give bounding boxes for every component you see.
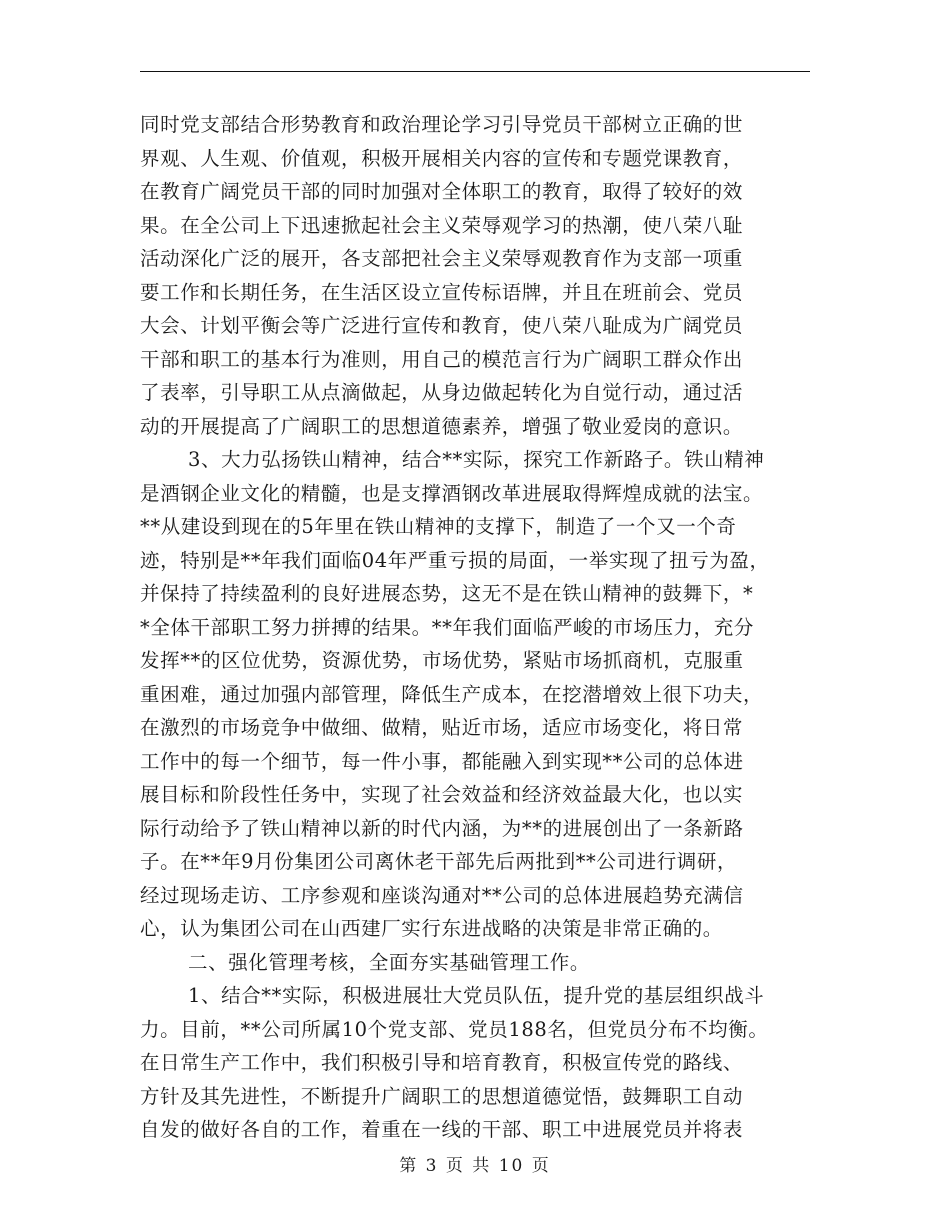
- text-line: 自发的做好各自的工作，着重在一线的干部、职工中进展党员并将表: [140, 1118, 744, 1141]
- text-line: 并保持了持续盈利的良好进展态势，这无不是在铁山精神的鼓舞下，*: [140, 582, 754, 605]
- text-line: 际行动给予了铁山精神以新的时代内涵，为**的进展创出了一条新路: [140, 816, 744, 840]
- text-line: 干部和职工的基本行为准则，用自己的模范言行为广阔职工群众作出: [140, 347, 744, 371]
- text-line: 子。在**年9月份集团公司离休老干部先后两批到**公司进行调研，: [140, 850, 738, 873]
- text-line: 要工作和长期任务，在生活区设立宣传标语牌，并且在班前会、党员: [140, 280, 744, 304]
- text-line: 力。目前，**公司所属10个党支部、党员188名，但党员分布不均衡。: [140, 1017, 769, 1041]
- section-heading: 二、强化管理考核，全面夯实基础管理工作。: [188, 950, 591, 974]
- text-line: 动的开展提高了广阔职工的思想道德素养，增强了敬业爱岗的意识。: [140, 414, 744, 438]
- text-line: 果。在全公司上下迅速掀起社会主义荣辱观学习的热潮，使八荣八耻: [140, 213, 744, 237]
- body-text: [140, 108, 820, 1147]
- text-line: 同时党支部结合形势教育和政治理论学习引导党员干部树立正确的世: [140, 113, 744, 136]
- text-line: 心，认为集团公司在山西建厂实行东进战略的决策是非常正确的。: [140, 917, 723, 940]
- text-line: 工作中的每一个细节，每一件小事，都能融入到实现**公司的总体进: [140, 749, 744, 773]
- header-rule: [140, 71, 810, 72]
- paragraph-start-line: 3、大力弘扬铁山精神，结合**实际，探究工作新路子。铁山精神: [188, 448, 765, 471]
- text-line: 重困难，通过加强内部管理，降低生产成本，在挖潜增效上很下功夫，: [140, 682, 764, 706]
- text-line: 大会、计划平衡会等广泛进行宣传和教育，使八荣八耻成为广阔党员: [140, 314, 744, 337]
- text-line: **从建设到现在的5年里在铁山精神的支撑下，制造了一个又一个奇: [140, 515, 737, 538]
- text-line: 经过现场走访、工序参观和座谈沟通对**公司的总体进展趋势充满信: [140, 883, 744, 907]
- text-line: 在教育广阔党员干部的同时加强对全体职工的教育，取得了较好的效: [140, 180, 744, 203]
- text-line: 方针及其先进性，不断提升广阔职工的思想道德觉悟，鼓舞职工自动: [140, 1084, 744, 1108]
- text-line: 展目标和阶段性任务中，实现了社会效益和经济效益最大化，也以实: [140, 783, 744, 806]
- text-line: 在日常生产工作中，我们积极引导和培育教育，积极宣传党的路线、: [140, 1051, 744, 1074]
- paragraph-start-line: 1、结合**实际，积极进展壮大党员队伍，提升党的基层组织战斗: [188, 984, 765, 1007]
- text-line: 在激烈的市场竞争中做细、做精，贴近市场，适应市场变化，将日常: [140, 716, 744, 739]
- text-line: 迹，特别是**年我们面临04年严重亏损的局面，一举实现了扭亏为盈，: [140, 548, 770, 572]
- text-line: 活动深化广泛的展开，各支部把社会主义荣辱观教育作为支部一项重: [140, 247, 744, 270]
- text-line: 是酒钢企业文化的精髓，也是支撑酒钢改革进展取得辉煌成就的法宝。: [140, 481, 764, 505]
- page-number: 第 3 页 共 10 页: [399, 1156, 551, 1176]
- text-line: 发挥**的区位优势，资源优势，市场优势，紧贴市场抓商机，克服重: [140, 649, 744, 672]
- text-line: 界观、人生观、价值观，积极开展相关内容的宣传和专题党课教育，: [140, 146, 744, 170]
- text-line: 了表率，引导职工从点滴做起，从身边做起转化为自觉行动，通过活: [140, 381, 744, 404]
- text-line: *全体干部职工努力拼搏的结果。**年我们面临严峻的市场压力，充分: [140, 615, 754, 639]
